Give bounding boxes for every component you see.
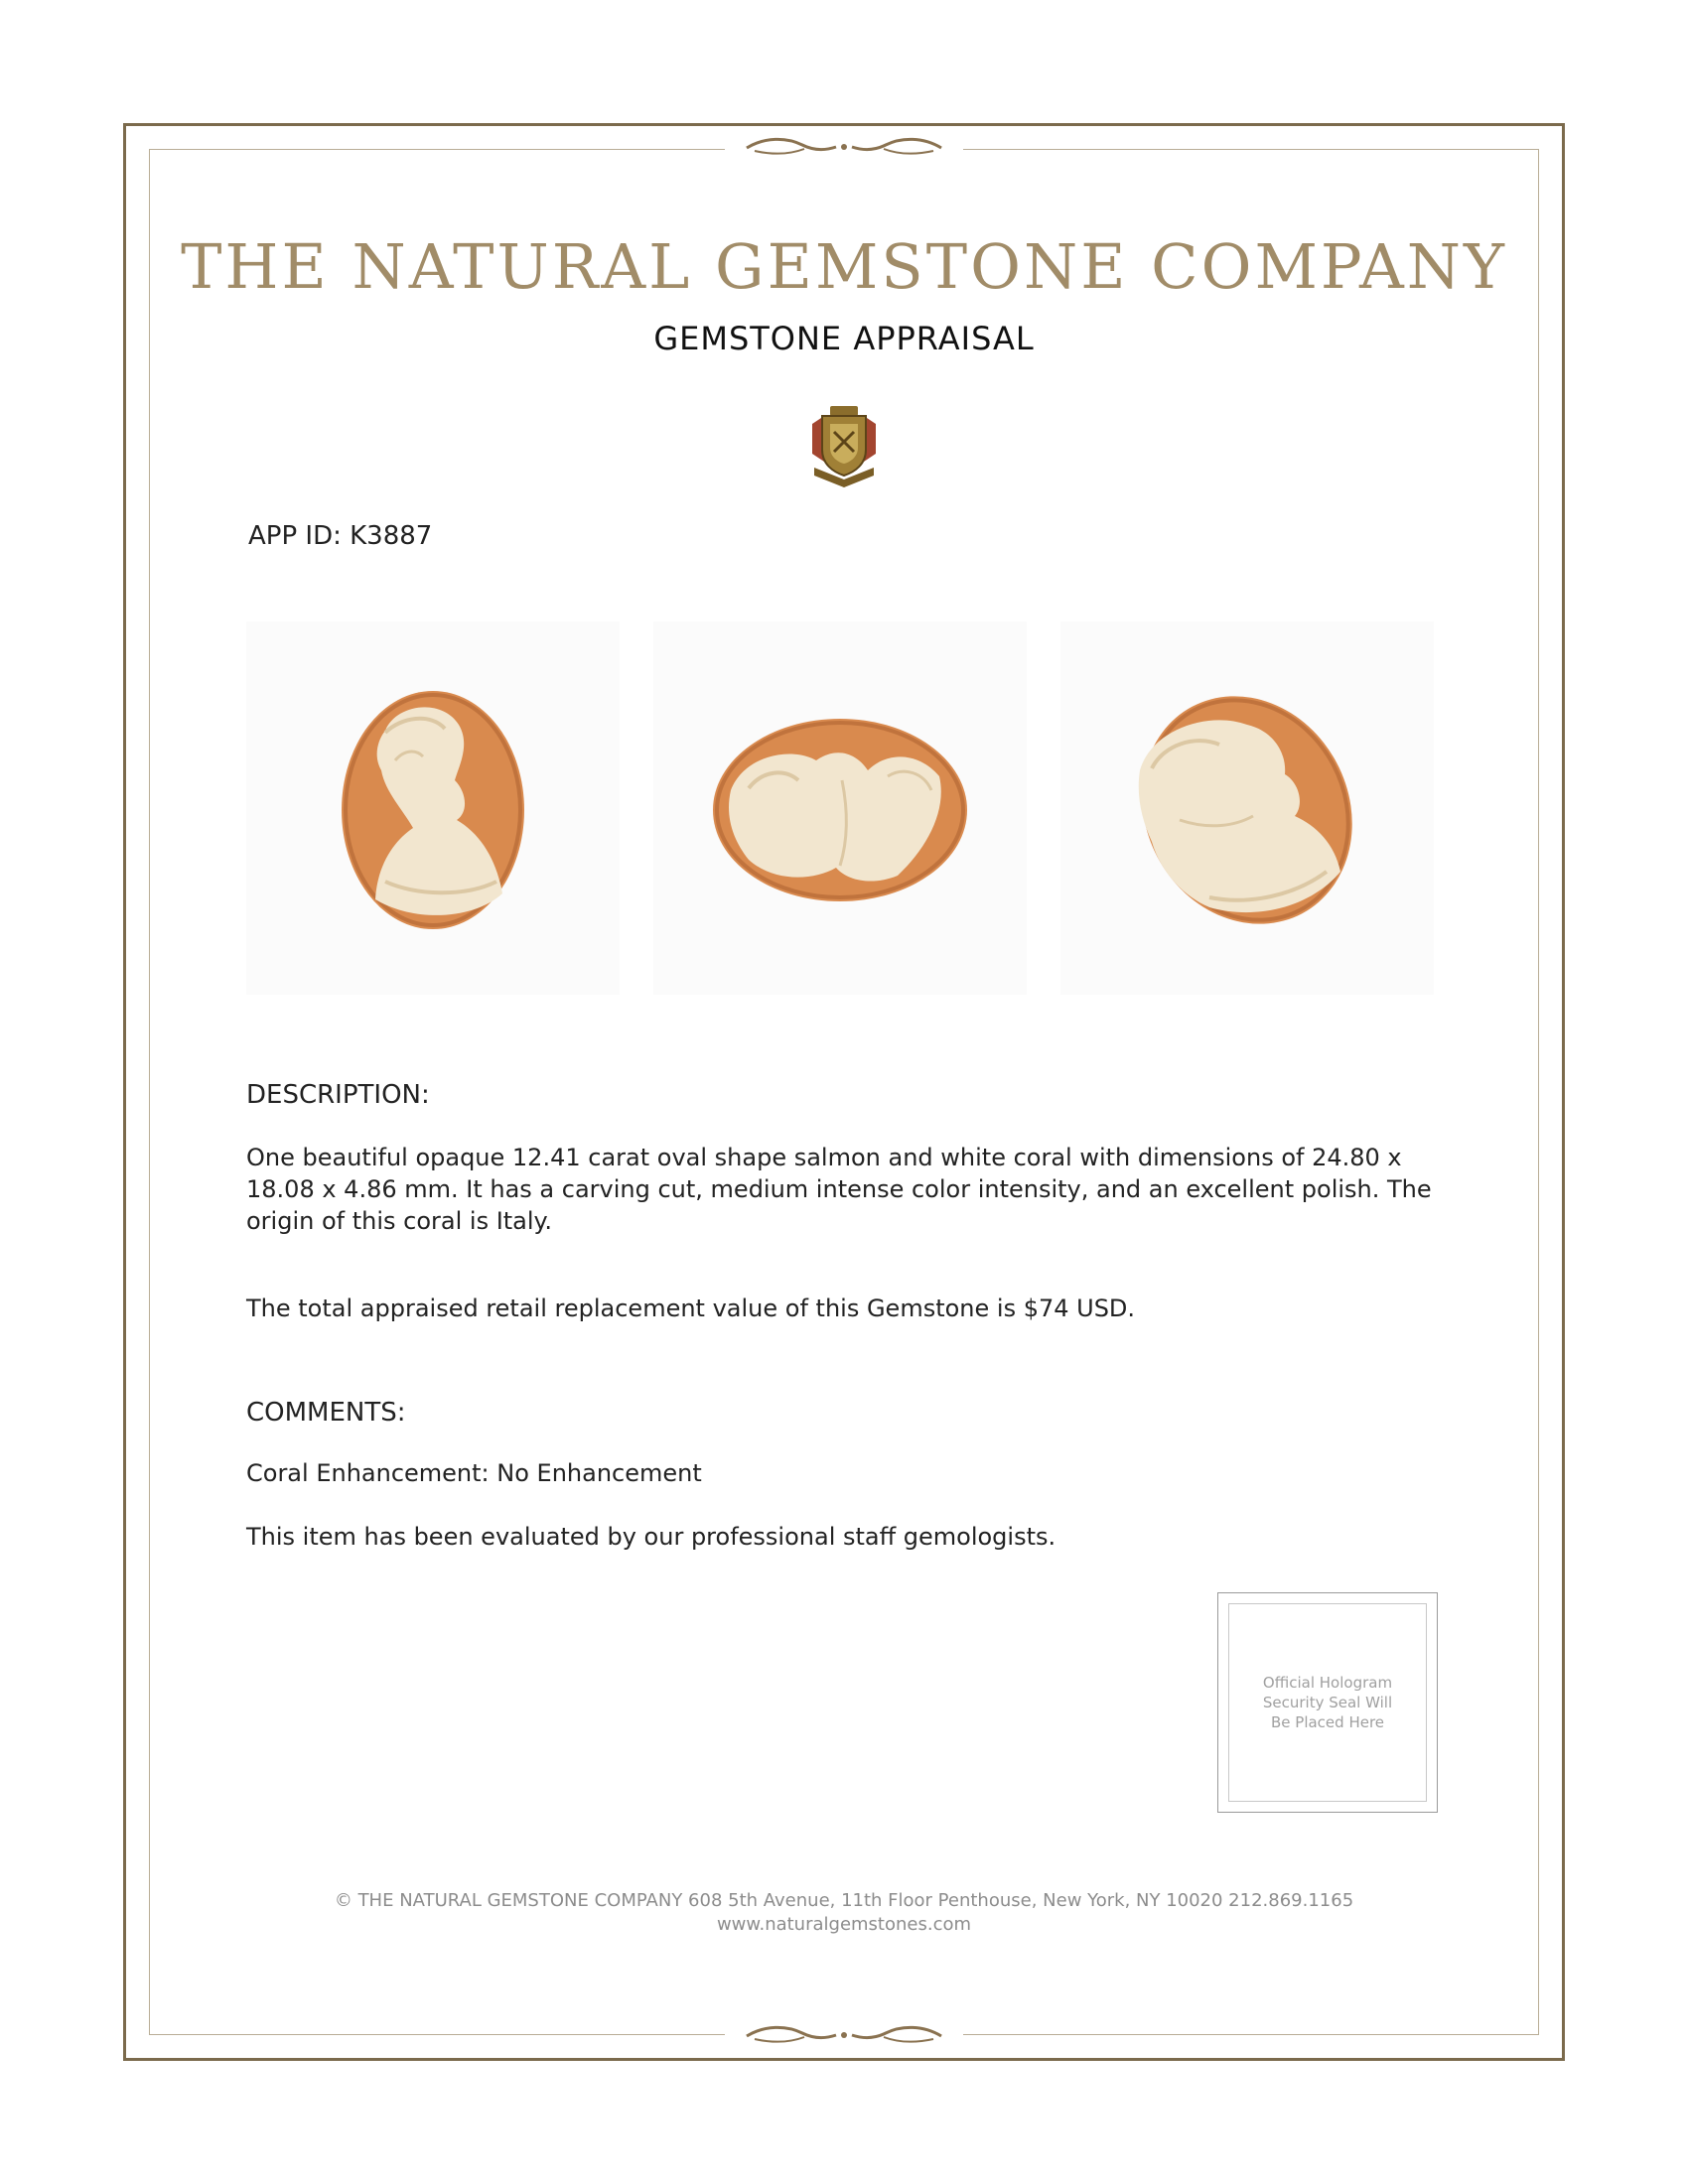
seal-placeholder-text: Official Hologram Security Seal Will Be Placed Here	[1262, 1674, 1393, 1731]
gemstone-photo-front	[246, 621, 620, 995]
appraised-value: The total appraised retail replacement value of this Gemstone is $74 USD.	[246, 1295, 1136, 1322]
app-id: APP ID: K3887	[248, 521, 433, 551]
footer-address: © THE NATURAL GEMSTONE COMPANY 608 5th Avenue, 11th Floor Penthouse, New York, NY 10020 212.869.1165	[334, 1890, 1354, 1911]
enhancement-note: Coral Enhancement: No Enhancement	[246, 1459, 702, 1487]
description-heading: DESCRIPTION:	[246, 1080, 430, 1110]
bottom-ornament-icon	[725, 2021, 963, 2051]
evaluation-note: This item has been evaluated by our professional staff gemologists.	[246, 1523, 1056, 1551]
gemstone-photo-side	[653, 621, 1027, 995]
document-title: GEMSTONE APPRAISAL	[653, 320, 1035, 357]
comments-heading: COMMENTS:	[246, 1398, 406, 1428]
footer-website: www.naturalgemstones.com	[716, 1914, 972, 1935]
seal-inner-frame	[1228, 1603, 1427, 1802]
gemstone-photo-angle	[1060, 621, 1434, 995]
company-name: THE NATURAL GEMSTONE COMPANY	[181, 230, 1507, 303]
description-text: One beautiful opaque 12.41 carat oval shape salmon and white coral with dimensions of 24.80 x 18.08 x 4.86 mm. It has a carving cut, medium intense color intensity, and an excellent polish. The origin of this coral is Italy.	[246, 1144, 1432, 1235]
hologram-seal-placeholder	[1217, 1592, 1438, 1813]
crest-logo-icon	[804, 402, 884, 491]
top-ornament-icon	[725, 133, 963, 163]
